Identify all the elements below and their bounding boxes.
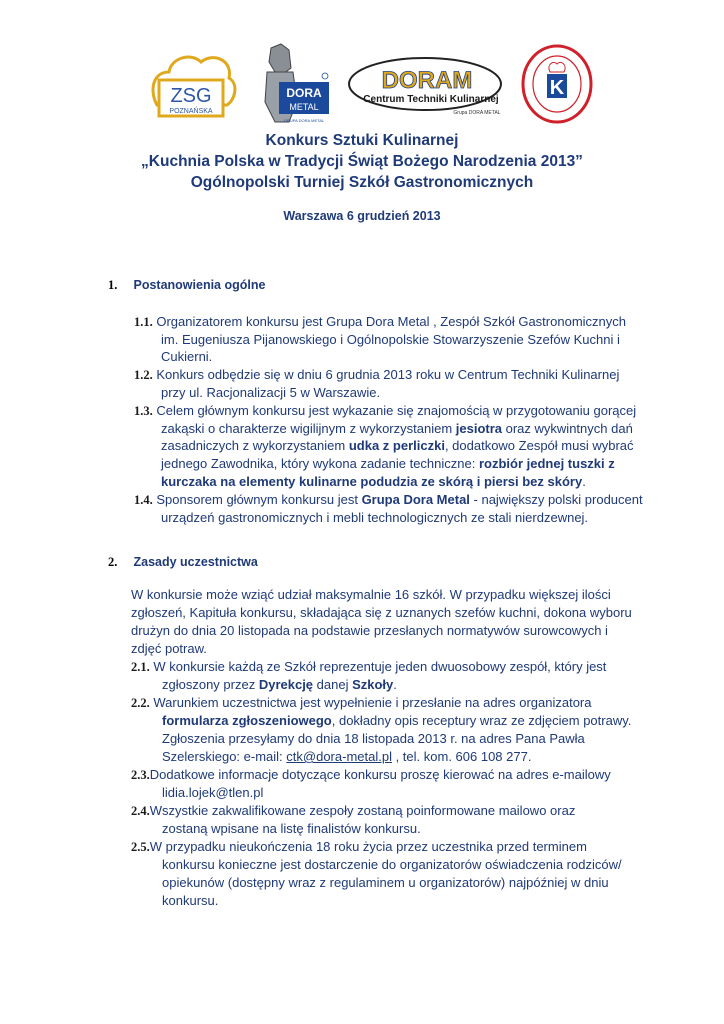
section-1-number: 1. [108, 278, 118, 292]
dora-logo-subtext: METAL [289, 102, 319, 112]
paragraph-2-3-line-2: lidia.lojek@tlen.pl [162, 785, 264, 800]
paragraph-text: Organizatorem konkursu jest Grupa Dora Metal , Zespół Szkół Gastronomicznych [152, 314, 626, 329]
intro-line-2: zgłoszeń, Kapituła konkursu, składająca się z uznanych szefów kuchni, dokona wyboru [131, 605, 632, 620]
paragraph-1-4 [134, 491, 643, 510]
paragraph-2-2-line-2 [162, 712, 631, 730]
text-run: danej [313, 677, 353, 692]
bold-text: kurczaka na elementy kulinarne podudzia ze skórą i piersi bez skóry [161, 474, 583, 489]
paragraph-2-5-line-3: opiekunów (dostępny wraz z regulaminem u organizatorów) najpóźniej w dniu [162, 875, 609, 890]
bold-text: Dyrekcję [258, 677, 314, 692]
doram-logo-text: DORAM [381, 67, 473, 94]
paragraph-text: Wszystkie zakwalifikowane zespoły zostaną poinformowane mailowo oraz [149, 803, 576, 818]
logo-strip [145, 40, 605, 130]
text-run: Szelerskiego: e-mail: [162, 749, 287, 764]
paragraph-number: 1.3. [134, 404, 153, 418]
paragraph-text: Celem głównym konkursu jest wykazanie się znajomością w przygotowaniu gorącej [152, 403, 637, 418]
title-line-2: „Kuchnia Polska w Tradycji Świąt Bożego Narodzenia 2013” [141, 153, 583, 170]
intro-line-3: drużyn do dnia 20 listopada na podstawie przesłanych normatywów surowcowych i [131, 623, 608, 638]
paragraph-number: 2.1. [131, 660, 150, 674]
text-run: oraz wykwintnych dań [502, 421, 633, 436]
text-run: jednego Zawodnika, który wykona zadanie techniczne: [161, 456, 479, 471]
paragraph-text: W przypadku nieukończenia 18 roku życia przez uczestnika przed terminem [149, 839, 587, 854]
paragraph-number: 2.3. [131, 768, 150, 782]
text-run: , dokładny opis receptury wraz ze zdjęciem potrawy. [331, 713, 632, 728]
dora-logo-text: DORA [286, 86, 322, 100]
zsg-logo-subtext: POZNAŃSKA [169, 108, 213, 115]
zsg-logo [147, 50, 239, 120]
paragraph-number: 2.4. [131, 804, 150, 818]
doram-logo-smalltext: Grupa DORA METAL [453, 110, 501, 116]
section-1-title: Postanowienia ogólne [133, 278, 266, 292]
paragraph-2-4-line-2: zostaną wpisane na listę finalistów konkursu. [162, 821, 421, 836]
paragraph-1-2-line-2: przy ul. Racjonalizacji 5 w Warszawie. [161, 385, 381, 400]
bold-text: udka z perliczki [348, 438, 445, 453]
paragraph-2-2-line-4 [162, 748, 531, 766]
paragraph-1-1 [134, 313, 626, 332]
section-2-number: 2. [108, 555, 118, 569]
bold-text: jesiotra [455, 421, 503, 436]
doram-logo [345, 54, 505, 120]
paragraph-number: 1.2. [134, 368, 153, 382]
bold-text: Szkoły [352, 677, 394, 692]
bold-text: Grupa Dora Metal [361, 492, 470, 507]
paragraph-number: 2.2. [131, 696, 150, 710]
section-1-heading [108, 278, 265, 293]
text-run: Sponsorem głównym konkursu jest [152, 492, 362, 507]
section-2-title: Zasady uczestnictwa [133, 555, 258, 569]
osskic-logo [520, 44, 595, 124]
bold-text: formularza zgłoszeniowego [162, 713, 332, 728]
text-run: zasadniczych z wykorzystaniem [161, 438, 349, 453]
paragraph-1-1-line-3: Cukierni. [161, 349, 213, 364]
email-link[interactable]: ctk@dora-metal.pl [286, 749, 392, 764]
bold-text: rozbiór jednej tuszki z [478, 456, 615, 471]
title-line-3: Ogólnopolski Turniej Szkół Gastronomicznych [190, 174, 534, 191]
paragraph-1-3-line-2 [161, 420, 633, 438]
paragraph-2-5-line-4: konkursu. [162, 893, 219, 908]
paragraph-1-2 [134, 366, 619, 385]
paragraph-2-5-line-2: konkursu konieczne jest dostarczenie do organizatorów oświadczenia rodziców/ [162, 857, 622, 872]
dora-logo-smalltext: GRUPA DORA METAL [283, 118, 325, 123]
paragraph-2-1-line-2 [162, 676, 397, 694]
paragraph-2-5 [131, 838, 587, 857]
text-run: zgłoszony przez [162, 677, 259, 692]
date-line: Warszawa 6 grudzień 2013 [283, 209, 441, 223]
intro-line-1: W konkursie może wziąć udział maksymalnie 16 szkół. W przypadku większej ilości [131, 587, 611, 602]
paragraph-2-2 [131, 694, 591, 713]
text-run: . [582, 474, 586, 489]
text-run: . [393, 677, 397, 692]
paragraph-text: Dodatkowe informacje dotyczące konkursu proszę kierować na adres e-mailowy [149, 767, 611, 782]
dora-metal-logo [253, 42, 333, 126]
paragraph-2-4 [131, 802, 575, 821]
title-line-1: Konkurs Sztuki Kulinarnej [265, 132, 459, 149]
text-run: zakąski o charakterze wigilijnym z wykorzystaniem [161, 421, 456, 436]
osskic-logo-letter: K [549, 77, 565, 99]
doram-logo-subtitle: Centrum Techniki Kulinarnej [363, 94, 499, 105]
text-run: , tel. kom. 606 108 277. [391, 749, 532, 764]
paragraph-1-1-line-2: im. Eugeniusza Pijanowskiego i Ogólnopolskie Stowarzyszenie Szefów Kuchni i [161, 332, 620, 347]
paragraph-text: Warunkiem uczestnictwa jest wypełnienie i przesłanie na adres organizatora [149, 695, 592, 710]
text-run: - największy polski producent [469, 492, 643, 507]
paragraph-number: 1.4. [134, 493, 153, 507]
zsg-logo-text: ZSG [170, 85, 212, 107]
paragraph-number: 2.5. [131, 840, 150, 854]
title-block [0, 130, 724, 193]
paragraph-2-1 [131, 658, 606, 677]
paragraph-2-3 [131, 766, 611, 785]
paragraph-1-3-line-3 [161, 437, 634, 455]
section-2-heading [108, 555, 258, 570]
paragraph-1-3-line-5 [161, 473, 586, 491]
paragraph-text: W konkursie każdą ze Szkół reprezentuje jeden dwuosobowy zespół, który jest [149, 659, 607, 674]
intro-line-4: zdjęć potraw. [131, 641, 207, 656]
paragraph-number: 1.1. [134, 315, 153, 329]
text-run: , dodatkowo Zespół musi wybrać [444, 438, 634, 453]
paragraph-1-4-line-2: urządzeń gastronomicznych i mebli technologicznych ze stali nierdzewnej. [161, 510, 589, 525]
paragraph-2-2-line-3: Zgłoszenia przesyłamy do dnia 18 listopada 2013 r. na adres Pana Pawła [162, 731, 585, 746]
paragraph-text: Konkurs odbędzie się w dniu 6 grudnia 2013 roku w Centrum Techniki Kulinarnej [152, 367, 620, 382]
paragraph-1-3 [134, 402, 636, 421]
paragraph-1-3-line-4 [161, 455, 615, 473]
